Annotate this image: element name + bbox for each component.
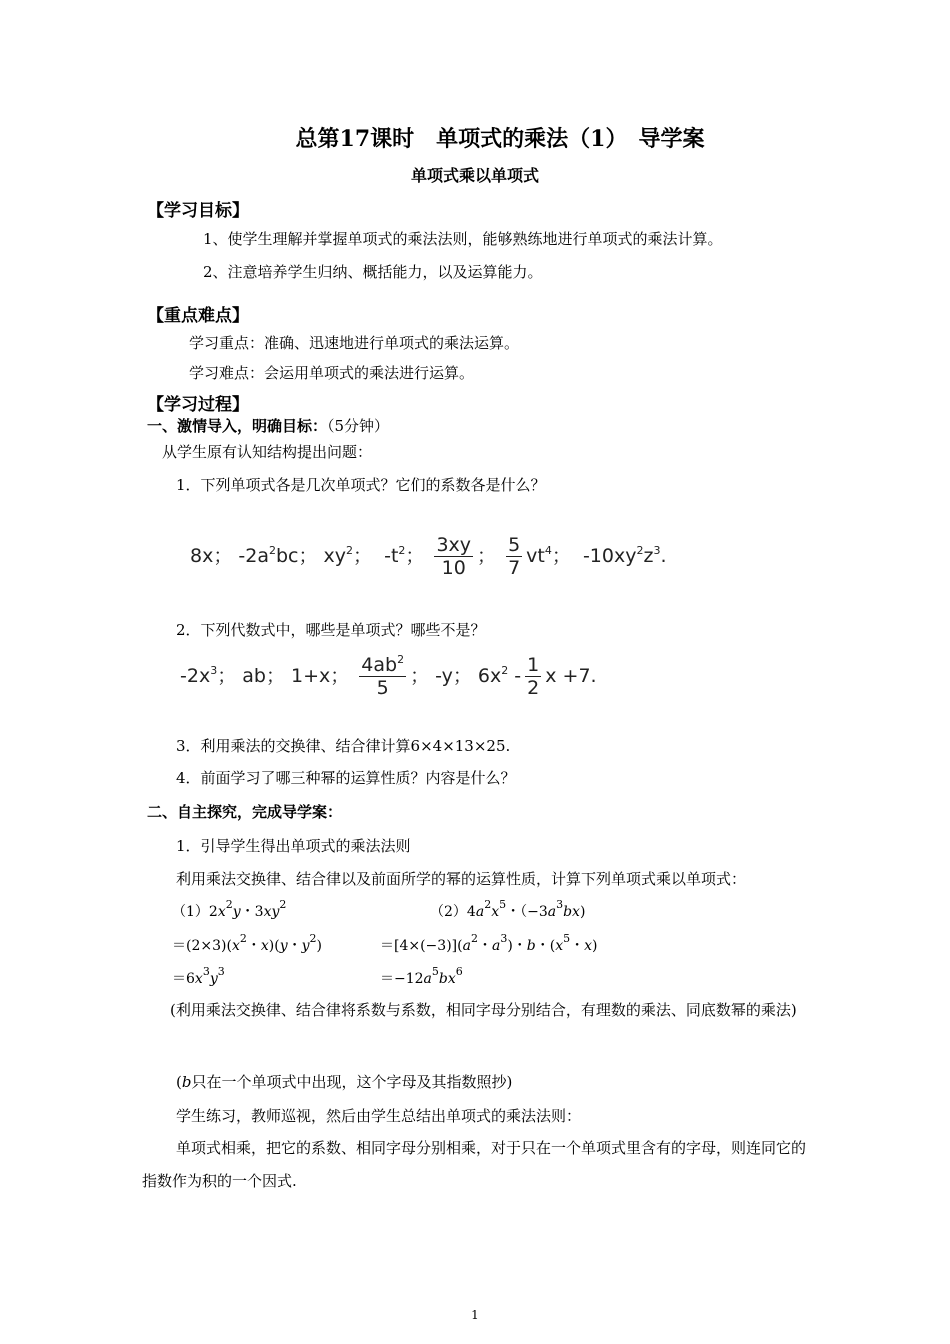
part2-heading: 二、自主探究，完成导学案： (147, 803, 343, 821)
process-heading: 【学习过程】 (147, 395, 249, 415)
part2-step-1: 1．引导学生得出单项式的乘法法则 (176, 837, 411, 855)
part2-instruction: 利用乘法交换律、结合律以及前面所学的幂的运算性质，计算下列单项式乘以单项式： (176, 870, 747, 888)
part1-heading: 一、激情导入，明确目标： (147, 417, 328, 435)
question-2: 2．下列代数式中，哪些是单项式？哪些不是？ (176, 621, 486, 639)
practice-line: 学生练习，教师巡视，然后由学生总结出单项式的乘法法则： (176, 1107, 582, 1125)
example-2-line-1: $(2)4a^2x^5$・$(-3a^3bx)$ (430, 898, 586, 920)
question-2-expressions-formula: $-2x^3$； ab； 1+x； $\frac{4ab^2}{5}$ ； -y； $6x^2$ - $\frac{1}{2}$ x +7. (180, 653, 597, 699)
key-difficulty: 学习难点：会运用单项式的乘法进行运算。 (189, 364, 475, 382)
note-2: 只在一个单项式中出现，这个字母及其指数照抄) (191, 1073, 513, 1091)
example-2-line-2: $=[4\times(-3)](a^2$・$a^3$)・b・($x^5$・x) (380, 932, 598, 954)
question-4: 4．前面学习了哪三种幂的运算性质？内容是什么？ (176, 769, 516, 787)
example-1-result: $=6x^3y^3$ (172, 965, 225, 987)
example-1-line-1: $(1)2x^2y$・$3xy^2$ (172, 898, 287, 920)
part1-heading-line (147, 416, 389, 436)
question-1-monomials-formula: 8x； $-2a^2bc$； $xy^2$； $-t^2$； $\frac{3xy}{10}$ ； $\frac{5}{7}$ $vt^4$； $-10xy^2z^3$. (190, 534, 667, 579)
page-number: 1 (471, 1308, 479, 1322)
note-1: (利用乘法交换律、结合律将系数与系数，相同字母分别结合，有理数的乘法、同底数幂的乘法) (170, 1001, 797, 1019)
goal-item-2: 2、注意培养学生归纳、概括能力，以及运算能力。 (203, 263, 543, 281)
example-2-result: $=-12a^5bx^6$ (380, 965, 463, 987)
part1-intro: 从学生原有认知结构提出问题： (162, 443, 373, 461)
rule-statement: 单项式相乘，把它的系数、相同字母分别相乘，对于只在一个单项式里含有的字母，则连同它的指数作为积的一个因式. (142, 1139, 807, 1190)
question-1: 1．下列单项式各是几次单项式？它们的系数各是什么？ (176, 476, 546, 494)
key-focus: 学习重点：准确、迅速地进行单项式的乘法运算。 (189, 334, 520, 352)
part1-time: （5分钟） (327, 417, 390, 435)
goal-item-1: 1、使学生理解并掌握单项式的乘法法则，能够熟练地进行单项式的乘法计算。 (203, 230, 723, 248)
question-3: 3．利用乘法的交换律、结合律计算6×4×13×25. (176, 737, 511, 755)
page-title: 总第17课时 单项式的乘法（1） 导学案 (295, 126, 705, 152)
note-2-line: (b只在一个单项式中出现，这个字母及其指数照抄) (176, 1073, 513, 1091)
example-1-line-2: $=(2\times 3)(x^2$・x)(y・$y^2$) (172, 932, 322, 954)
page-subtitle: 单项式乘以单项式 (410, 166, 539, 185)
goals-heading: 【学习目标】 (147, 201, 249, 221)
key-heading: 【重点难点】 (147, 306, 249, 326)
